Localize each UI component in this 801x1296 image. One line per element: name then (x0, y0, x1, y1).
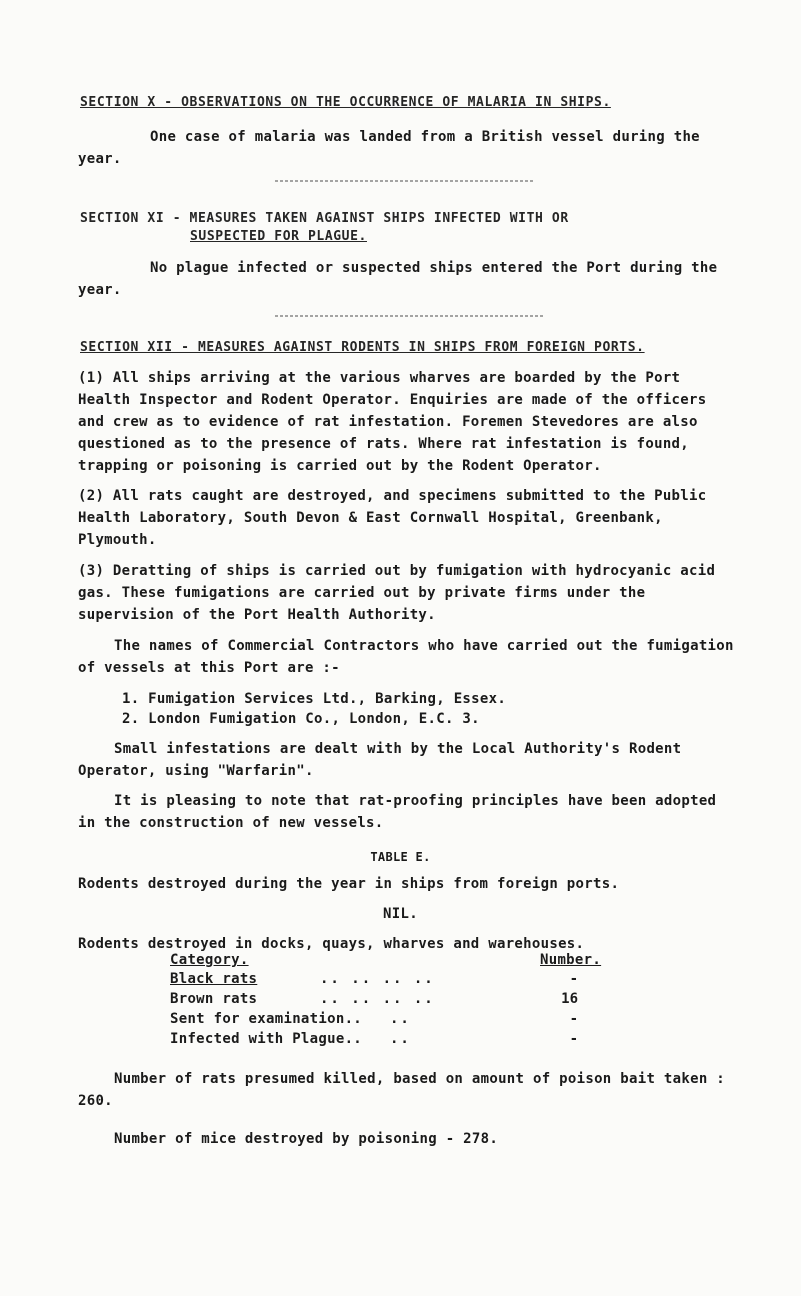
table-note-2: Number of mice destroyed by poisoning - 278. (114, 1131, 499, 1147)
section-x-text: One case of malaria was landed from a British vessel during the year. (78, 129, 709, 167)
table-nil: NIL. (383, 906, 418, 922)
contractor-2: 2. London Fumigation Co., London, E.C. 3. (122, 711, 480, 727)
row-category: Sent for examination.. (170, 1011, 363, 1027)
row-dots: .. (390, 1031, 411, 1047)
row-number: - (569, 1031, 578, 1047)
section-xi-text: No plague infected or suspected ships entered the Port during the year. (78, 260, 727, 298)
row-category: Brown rats (170, 991, 258, 1007)
section-xii-para-6: It is pleasing to note that rat-proofing principles have been adopted in the construction of new vessels. (78, 793, 726, 831)
row-dots: .. .. .. .. (320, 991, 435, 1007)
table-label: TABLE E. (370, 850, 431, 864)
section-xii-para-4: The names of Commercial Contractors who have carried out the fumigation of vessels at this Port are :- (78, 638, 743, 676)
row-number: - (569, 971, 578, 987)
table-title: Rodents destroyed during the year in ships from foreign ports. (78, 876, 620, 892)
section-xii-para-1: (1) All ships arriving at the various wharves are boarded by the Port Health Inspector and Rodent Operator. Enquiries are made of the officers and crew as to evidence of rat infestation. Foremen Stevedores are also questioned as to the presence of rats. Where rat infestation is found, trapping or poisoning is carried out by the Rodent Operator. (78, 370, 716, 474)
divider (275, 180, 535, 182)
column-header-category: Category. (170, 952, 249, 968)
table-subtitle: Rodents destroyed in docks, quays, wharves and warehouses. (78, 936, 585, 952)
row-number: 16 (561, 991, 578, 1007)
section-xii-para-3: (3) Deratting of ships is carried out by fumigation with hydrocyanic acid gas. These fumigations are carried out by private firms under the supervision of the Port Health Authority. (78, 563, 724, 623)
section-xii-heading: SECTION XII - MEASURES AGAINST RODENTS IN SHIPS FROM FOREIGN PORTS. (80, 340, 645, 355)
row-number: - (569, 1011, 578, 1027)
table-note-1: Number of rats presumed killed, based on amount of poison bait taken : 260. (78, 1071, 734, 1109)
section-xii-para-5: Small infestations are dealt with by the Local Authority's Rodent Operator, using "Warfarin". (78, 741, 691, 779)
contractor-1: 1. Fumigation Services Ltd., Barking, Essex. (122, 691, 507, 707)
row-dots: .. (390, 1011, 411, 1027)
section-xi-heading: SECTION XI - MEASURES TAKEN AGAINST SHIPS INFECTED WITH OR (80, 211, 569, 226)
column-header-number: Number. (540, 952, 602, 968)
section-x-heading: SECTION X - OBSERVATIONS ON THE OCCURRENCE OF MALARIA IN SHIPS. (80, 95, 611, 110)
section-xi-heading-cont: SUSPECTED FOR PLAGUE. (190, 229, 367, 244)
divider (275, 315, 545, 317)
row-category: Black rats (170, 971, 258, 987)
section-xii-para-2: (2) All rats caught are destroyed, and specimens submitted to the Public Health Laboratory, South Devon & East Cornwall Hospital, Greenbank, Plymouth. (78, 488, 716, 548)
row-category: Infected with Plague.. (170, 1031, 363, 1047)
row-dots: .. .. .. .. (320, 971, 435, 987)
